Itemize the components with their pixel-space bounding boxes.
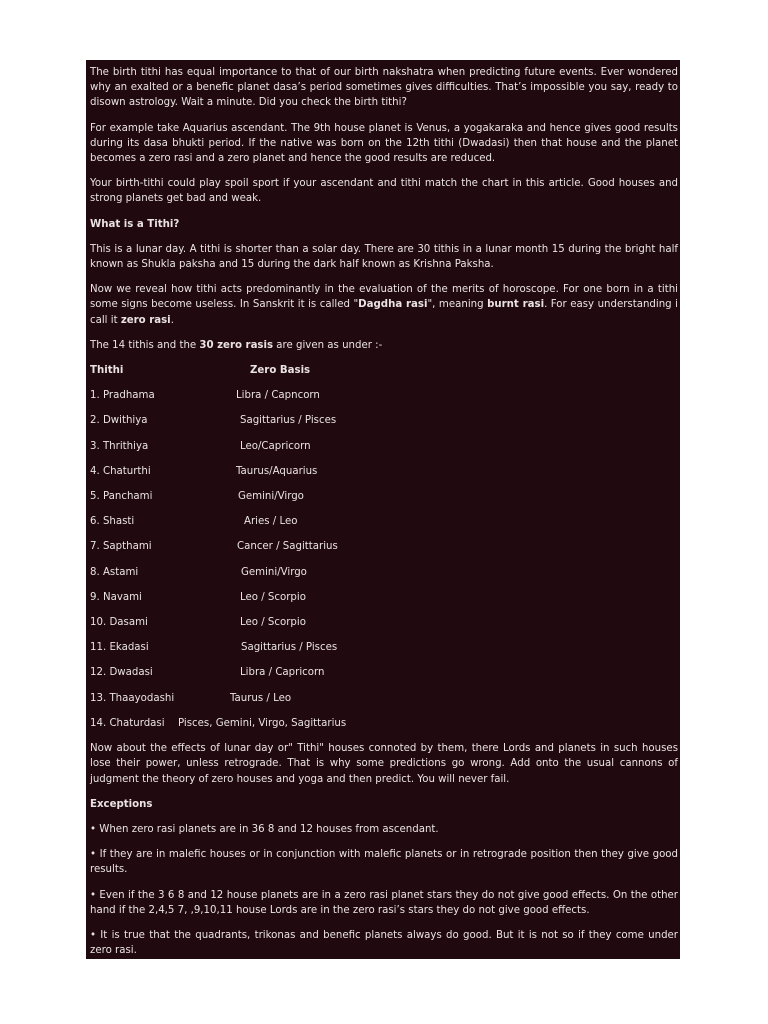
tithi-row — [90, 665, 678, 680]
tithi-column-header: Thithi — [90, 365, 124, 377]
tithi-table — [90, 388, 678, 731]
tithi-name: 7. Sapthami — [90, 541, 152, 553]
tithi-name: 2. Dwithiya — [90, 415, 148, 427]
intro-paragraph-1: The birth tithi has equal importance to that of our birth nakshatra when predicting future events. Ever wondered why an exalted or a benefic planet dasa’s period sometimes gives difficulties. That’s impossible you say, ready to disown astrology. Wait a minute. Did you check the birth tithi? — [90, 67, 678, 109]
zero-rasi-term: zero rasi — [120, 314, 171, 326]
tithi-name: 14. Chaturdasi — [90, 717, 165, 729]
tithi-name: 8. Astami — [90, 566, 139, 578]
zero-rasi-value: Sagittarius / Pisces — [241, 642, 338, 654]
tithi-row — [90, 388, 678, 403]
tithi-row — [90, 413, 678, 428]
reveal-text-post: . For easy understanding i call it — [90, 299, 678, 326]
tithi-row — [90, 691, 678, 706]
tithi-name: 4. Chaturthi — [90, 465, 151, 477]
tithi-row — [90, 514, 678, 529]
zero-rasi-value: Cancer / Sagittarius — [237, 541, 338, 553]
what-is-tithi-heading: What is a Tithi? — [90, 218, 180, 230]
table-intro-pre: The 14 tithis and the — [90, 339, 200, 351]
zero-rasi-value: Taurus / Leo — [230, 692, 292, 704]
tithi-name: 12. Dwadasi — [90, 667, 153, 679]
exception-item-1: • When zero rasi planets are in 36 8 and 12 houses from ascendant. — [90, 823, 439, 835]
tithi-table-header — [90, 363, 678, 378]
exception-item-3: • Even if the 3 6 8 and 12 house planets are in a zero rasi planet stars they do not give good effects. On the other hand if the 2,4,5 7, ,9,10,11 house Lords are in the zero rasi’s stars they do not give good effects. — [90, 889, 678, 916]
what-is-tithi-paragraph: This is a lunar day. A tithi is shorter than a solar day. There are 30 tithis in a lunar month 15 during the bright half known as Shukla paksha and 15 during the dark half known as Krishna Paksha. — [90, 243, 678, 271]
exceptions-heading: Exceptions — [90, 798, 153, 810]
tithi-row — [90, 615, 678, 630]
tithi-name: 10. Dasami — [90, 617, 148, 629]
tithi-row — [90, 590, 678, 605]
zero-rasi-value: Leo / Scorpio — [240, 591, 306, 603]
intro-paragraph-3: Your birth-tithi could play spoil sport if your ascendant and tithi match the chart in this article. Good houses and strong planets get bad and weak. — [90, 178, 678, 205]
tithi-name: 13. Thaayodashi — [90, 692, 175, 704]
tithi-row — [90, 439, 678, 454]
reveal-text-mid: ", meaning — [427, 299, 488, 311]
tithi-row — [90, 640, 678, 655]
burnt-rasi-term: burnt rasi — [487, 299, 545, 311]
dagdha-rasi-term: Dagdha rasi — [358, 299, 428, 311]
tithi-row — [90, 716, 678, 731]
tithi-row — [90, 464, 678, 479]
zero-rasi-value: Libra / Capricorn — [240, 667, 325, 679]
reveal-text-end: . — [170, 314, 174, 326]
zero-rasi-value: Leo/Capricorn — [240, 440, 311, 452]
tithi-name: 1. Pradhama — [90, 390, 155, 402]
tithi-row — [90, 565, 678, 580]
zero-basis-column-header: Zero Basis — [250, 365, 311, 377]
table-intro-paragraph — [90, 338, 678, 353]
zero-rasi-value: Taurus/Aquarius — [236, 465, 318, 477]
effects-paragraph: Now about the effects of lunar day or" Tithi" houses connoted by them, there Lords and planets in such houses lose their power, unless retrograde. That is why some predictions go wrong. Add onto the usual cannons of judgment the theory of zero houses and yoga and then predict. You will never fail. — [90, 743, 678, 785]
zero-rasi-value: Pisces, Gemini, Virgo, Sagittarius — [178, 717, 347, 729]
exception-item-4: • It is true that the quadrants, trikonas and benefic planets always do good. But it is not so if they come under zero rasi. — [90, 929, 678, 957]
tithi-name: 11. Ekadasi — [90, 642, 149, 654]
reveal-paragraph — [90, 282, 678, 328]
zero-rasi-value: Libra / Capncorn — [236, 390, 320, 402]
reveal-text-pre: Now we reveal how tithi acts predominantly in the evaluation of the merits of horoscope. For one born in a tithi some signs become useless. In Sanskrit it is called " — [90, 284, 678, 311]
zero-rasi-value: Sagittarius / Pisces — [240, 415, 337, 427]
zero-rasi-value: Leo / Scorpio — [240, 617, 306, 629]
zero-rasi-value: Gemini/Virgo — [241, 566, 307, 578]
zero-rasi-value: Gemini/Virgo — [238, 491, 304, 503]
tithi-name: 9. Navami — [90, 591, 142, 603]
exception-item-2: • If they are in malefic houses or in conjunction with malefic planets or in retrograde position then they give good results. — [90, 849, 678, 876]
intro-paragraph-2: For example take Aquarius ascendant. The 9th house planet is Venus, a yogakaraka and hence gives good results during its dasa bhukti period. If the native was born on the 12th tithi (Dwadasi) then that house and the planet becomes a zero rasi and a zero planet and hence the good results are reduced. — [90, 122, 678, 165]
document-page — [86, 60, 680, 959]
table-intro-post: are given as under :- — [273, 339, 383, 351]
tithi-name: 3. Thrithiya — [90, 440, 149, 452]
zero-rasi-value: Aries / Leo — [244, 516, 298, 528]
tithi-name: 6. Shasti — [90, 516, 135, 528]
tithi-name: 5. Panchami — [90, 491, 153, 503]
tithi-row — [90, 489, 678, 504]
tithi-row — [90, 539, 678, 554]
zero-rasis-count: 30 zero rasis — [199, 339, 274, 351]
